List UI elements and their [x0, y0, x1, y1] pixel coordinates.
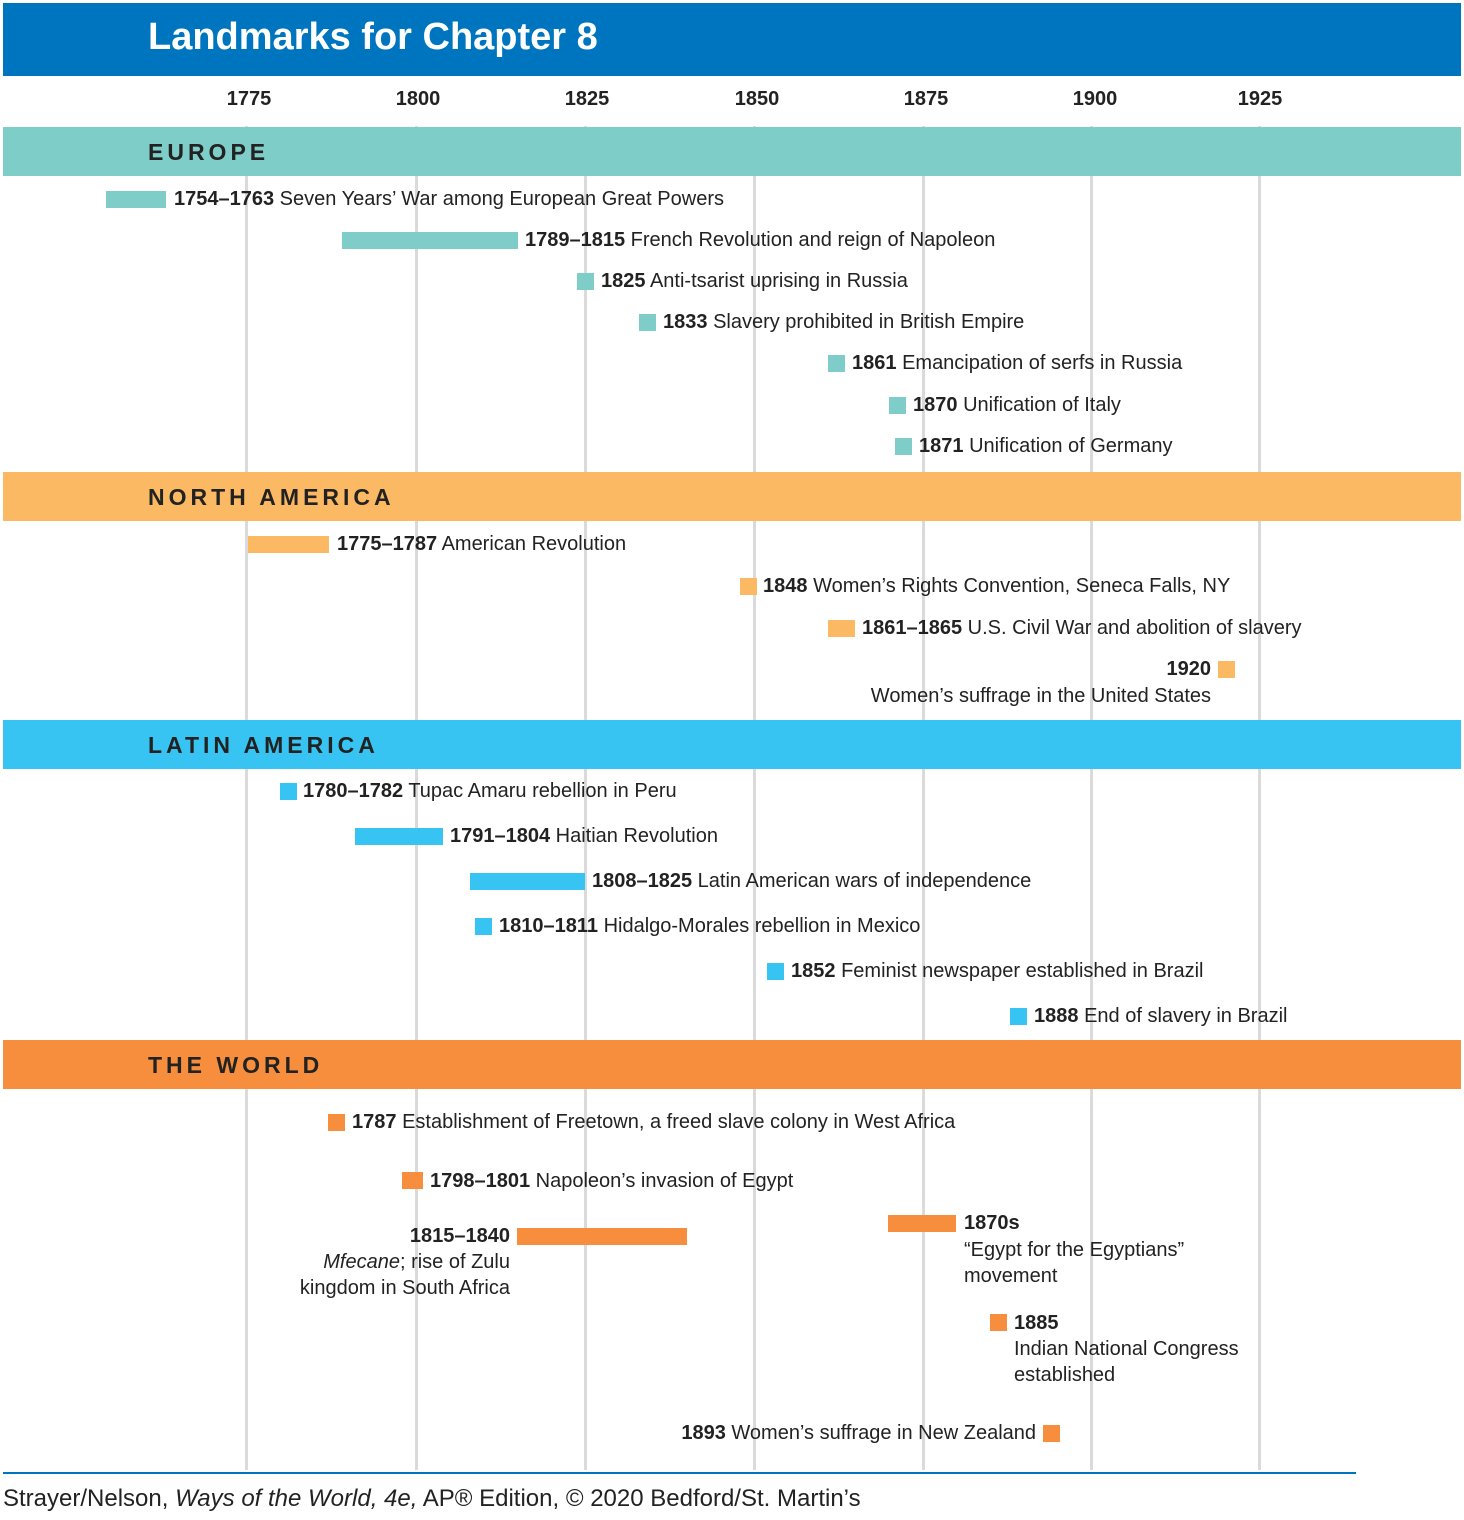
year-label-1900: 1900 — [1072, 88, 1118, 110]
latin-america-bar-1780 — [280, 783, 297, 800]
world-bar-1893 — [1043, 1425, 1060, 1442]
year-label-1875: 1875 — [903, 88, 949, 110]
europe-bar-1861 — [828, 355, 845, 372]
world-bar-1787 — [328, 1114, 345, 1131]
world-label: THE WORLD — [148, 1052, 324, 1078]
footer-rule — [3, 1472, 1356, 1474]
world-bar-1870s — [888, 1215, 956, 1232]
europe-bar-1789 — [342, 232, 518, 249]
europe-event-1833: 1833 Slavery prohibited in British Empire — [663, 311, 1025, 333]
latin-america-event-1810: 1810–1811 Hidalgo-Morales rebellion in Mexico — [499, 915, 921, 937]
world-event-1815-date: 1815–1840 — [409, 1225, 510, 1247]
latin-america-event-1791: 1791–1804 Haitian Revolution — [450, 825, 718, 847]
world-bar-1798 — [402, 1172, 423, 1189]
latin-america-bar-1810 — [475, 918, 492, 935]
latin-america-label: LATIN AMERICA — [148, 732, 379, 758]
north-america-event-1861: 1861–1865 U.S. Civil War and abolition of slavery — [862, 617, 1302, 639]
latin-america-bar-1888 — [1010, 1008, 1027, 1025]
latin-america-bar-1852 — [767, 963, 784, 980]
north-america-event-1848: 1848 Women’s Rights Convention, Seneca Falls, NY — [763, 575, 1231, 597]
world-event-1798: 1798–1801 Napoleon’s invasion of Egypt — [430, 1170, 794, 1192]
world-event-1885-line2: established — [1014, 1364, 1116, 1386]
footer-credit: Strayer/Nelson, Ways of the World, 4e, AP® Edition, © 2020 Bedford/St. Martin’s — [3, 1485, 861, 1512]
page-title: Landmarks for Chapter 8 — [148, 16, 598, 58]
latin-america-event-1888: 1888 End of slavery in Brazil — [1034, 1005, 1288, 1027]
europe-bar-1825 — [577, 273, 594, 290]
world-event-1885-date: 1885 — [1014, 1312, 1059, 1334]
gridline-1775 — [245, 126, 248, 1470]
year-label-1850: 1850 — [734, 88, 780, 110]
europe-bar-1870 — [889, 397, 906, 414]
year-label-1925: 1925 — [1237, 88, 1283, 110]
world-bar-1815 — [517, 1228, 687, 1245]
north-america-event-1920-text: Women’s suffrage in the United States — [870, 685, 1211, 707]
europe-event-1754: 1754–1763 Seven Years’ War among European Great Powers — [174, 188, 724, 210]
europe-bar-1871 — [895, 438, 912, 455]
latin-america-bar-1791 — [355, 828, 443, 845]
north-america-event-1775: 1775–1787 American Revolution — [337, 533, 627, 555]
world-event-1885-line1: Indian National Congress — [1014, 1338, 1239, 1360]
latin-america-bar-1808 — [470, 873, 585, 890]
north-america-bar-1775 — [248, 536, 329, 553]
europe-label: EUROPE — [148, 139, 270, 165]
north-america-event-1920-date: 1920 — [1166, 658, 1211, 680]
north-america-bar-1920 — [1218, 661, 1235, 678]
world-event-1893: 1893 Women’s suffrage in New Zealand — [681, 1422, 1036, 1444]
world-event-1870s-line2: movement — [964, 1265, 1058, 1287]
gridline-1900 — [1090, 126, 1093, 1470]
year-label-1825: 1825 — [564, 88, 610, 110]
europe-event-1870: 1870 Unification of Italy — [913, 394, 1121, 416]
world-event-1787: 1787 Establishment of Freetown, a freed slave colony in West Africa — [352, 1111, 956, 1133]
europe-event-1861: 1861 Emancipation of serfs in Russia — [852, 352, 1183, 374]
world-bar-1885 — [990, 1314, 1007, 1331]
europe-event-1789: 1789–1815 French Revolution and reign of Napoleon — [525, 229, 996, 251]
north-america-label: NORTH AMERICA — [148, 484, 395, 510]
gridline-1925 — [1258, 126, 1261, 1470]
latin-america-event-1808: 1808–1825 Latin American wars of independence — [592, 870, 1032, 892]
latin-america-event-1780: 1780–1782 Tupac Amaru rebellion in Peru — [303, 780, 677, 802]
europe-bar-1754 — [106, 191, 166, 208]
year-label-1775: 1775 — [226, 88, 272, 110]
europe-bar-1833 — [639, 314, 656, 331]
world-event-1815-line1: Mfecane; rise of Zulu — [323, 1251, 510, 1273]
year-label-1800: 1800 — [395, 88, 441, 110]
north-america-bar-1861 — [828, 620, 855, 637]
world-event-1870s-date: 1870s — [964, 1212, 1020, 1234]
latin-america-event-1852: 1852 Feminist newspaper established in Brazil — [791, 960, 1204, 982]
europe-event-1825: 1825 Anti-tsarist uprising in Russia — [601, 270, 908, 292]
north-america-bar-1848 — [740, 578, 757, 595]
europe-event-1871: 1871 Unification of Germany — [919, 435, 1173, 457]
world-event-1815-line2: kingdom in South Africa — [299, 1277, 510, 1299]
world-event-1870s-line1: “Egypt for the Egyptians” — [964, 1239, 1185, 1261]
